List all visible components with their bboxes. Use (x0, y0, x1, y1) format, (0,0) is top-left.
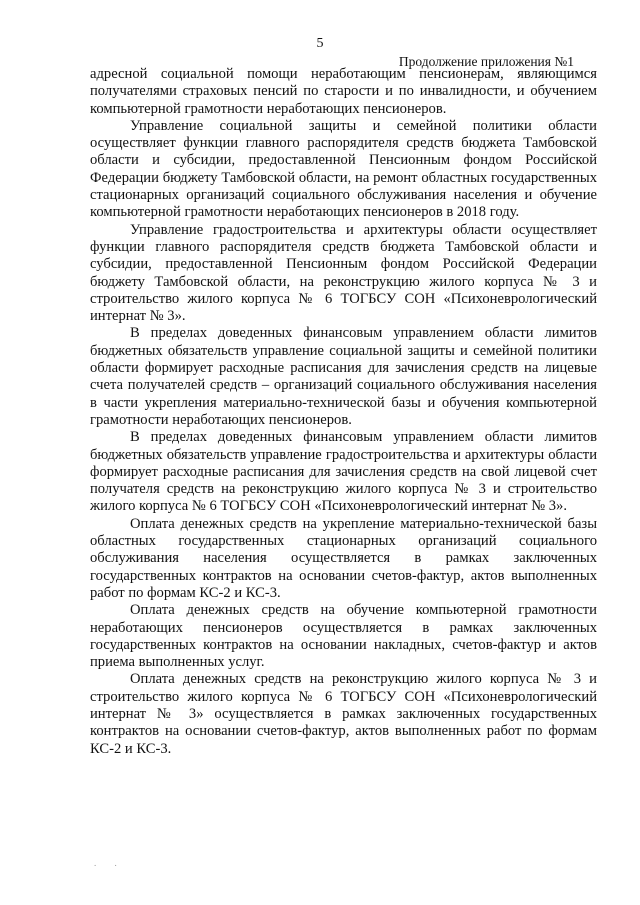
paragraph-payment-computer-training: Оплата денежных средств на обучение компьютерной грамотности неработающих пенсионеров осуществляется в рамках заключенных государственных контрактов на основании накладных, счетов-фактур и актов приема выполненных услуг. (90, 602, 597, 671)
paragraph-urban-planning-administrator: Управление градостроительства и архитектуры области осуществляет функции главного распорядителя средств бюджета Тамбовской области и субсидии, предоставленной Пенсионным фондом Российской Федерации бюджету Тамбовской области, на реконструкцию жилого корпуса № 3 и строительство жилого корпуса № 6 ТОГБСУ СОН «Психоневрологический интернат № 3». (90, 221, 597, 325)
document-body (90, 66, 597, 758)
paragraph-urban-planning-limits: В пределах доведенных финансовым управлением области лимитов бюджетных обязательств управление градостроительства и архитектуры области формирует расходные расписания для зачисления средств на свой лицевой счет получателя средств на реконструкцию жилого корпуса № 3 и строительство жилого корпуса № 6 ТОГБСУ СОН «Психоневрологический интернат № 3». (90, 429, 597, 515)
paragraph-payment-reconstruction: Оплата денежных средств на реконструкцию жилого корпуса № 3 и строительство жилого корпуса № 6 ТОГБСУ СОН «Психоневрологический интернат № 3» осуществляется в рамках заключенных государственных контрактов на основании счетов-фактур, актов выполненных работ по формам КС-2 и КС-3. (90, 671, 597, 757)
page-number: 5 (316, 36, 324, 51)
appendix-continuation-note: Продолжение приложения №1 (398, 54, 574, 69)
scan-artifact: . . (94, 858, 125, 868)
paragraph-social-protection-limits: В пределах доведенных финансовым управлением области лимитов бюджетных обязательств управление социальной защиты и семейной политики области формирует расходные расписания для зачисления средств на лицевые счета получателей средств – организаций социального обслуживания населения в части укрепления материально-технической базы и обучения компьютерной грамотности неработающих пенсионеров. (90, 325, 597, 428)
paragraph-payment-material-base: Оплата денежных средств на укрепление материально-технической базы областных государственных стационарных организаций социального обслуживания населения осуществляется в рамках заключенных государственных контрактов на основании счетов-фактур, актов выполненных работ по формам КС-2 и КС-3. (90, 515, 597, 601)
paragraph-continuation: адресной социальной помощи неработающим пенсионерам, являющимся получателями страховых пенсий по старости и по инвалидности, и обучением компьютерной грамотности неработающих пенсионеров. (90, 66, 597, 117)
paragraph-social-protection-administrator: Управление социальной защиты и семейной политики области осуществляет функции главного распорядителя средств бюджета Тамбовской области и субсидии, предоставленной Пенсионным фондом Российской Федерации бюджету Тамбовской области, на ремонт областных государственных стационарных организаций социального обслуживания населения и обучение компьютерной грамотности неработающих пенсионеров в 2018 году. (90, 117, 597, 221)
